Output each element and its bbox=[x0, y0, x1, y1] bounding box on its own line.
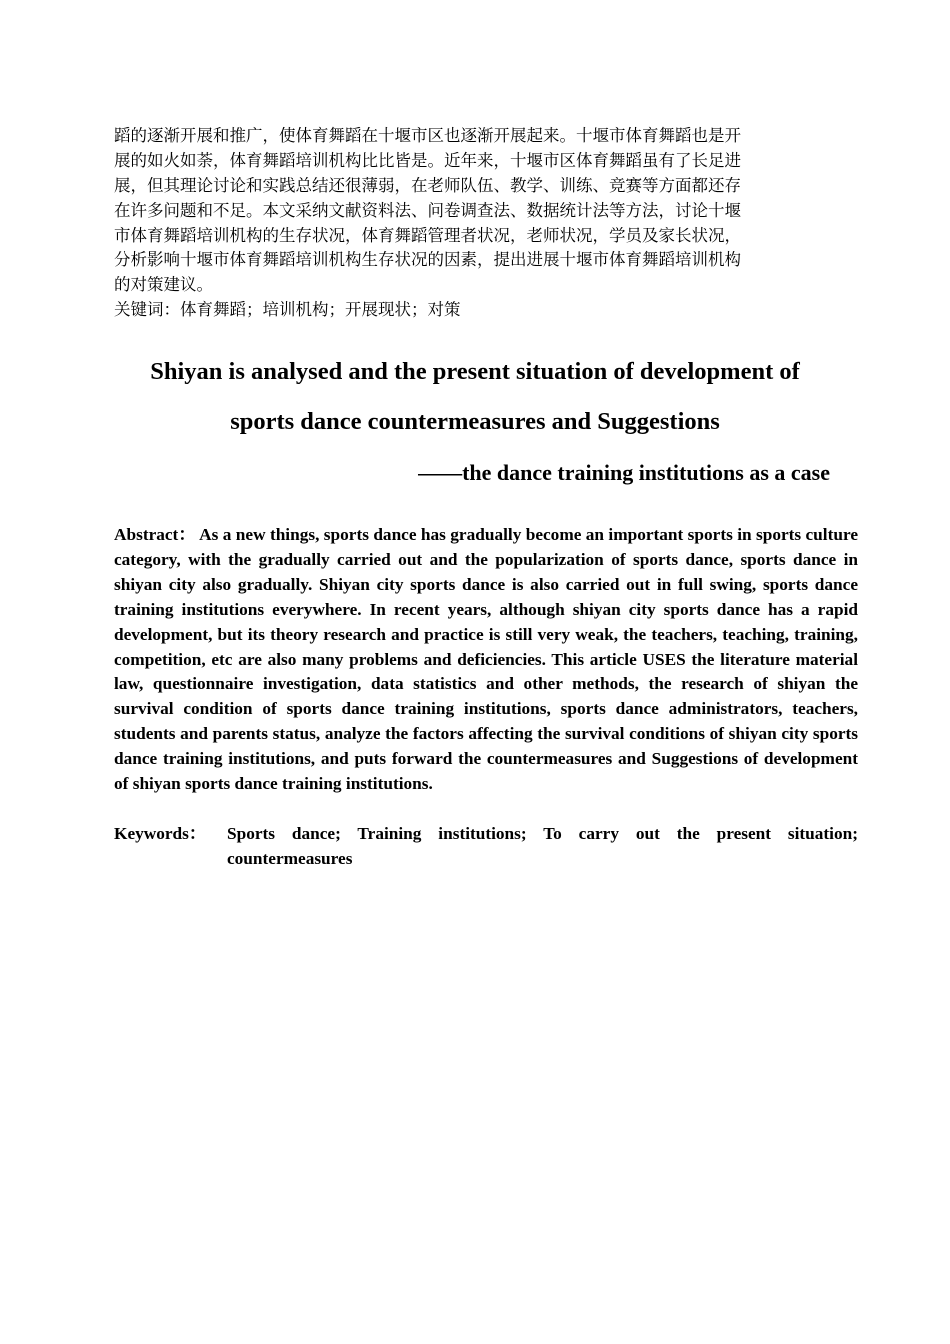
english-title-line-2: sports dance countermeasures and Suggestions bbox=[230, 408, 720, 435]
chinese-abstract-line: 展的如火如荼，体育舞蹈培训机构比比皆是。近年来，十堰市区体育舞蹈虽有了长足进 bbox=[114, 150, 741, 170]
english-abstract bbox=[114, 523, 858, 797]
keywords-label: Keywords： bbox=[114, 824, 207, 843]
chinese-abstract-line: 在许多问题和不足。本文采纳文献资料法、问卷调查法、数据统计法等方法，讨论十堰 bbox=[114, 200, 741, 220]
chinese-abstract-line: 分析影响十堰市体育舞蹈培训机构生存状况的因素，提出进展十堰市体育舞蹈培训机构 bbox=[114, 250, 741, 270]
chinese-abstract-line: 展，但其理论讨论和实践总结还很薄弱，在老师队伍、教学、训练、竞赛等方面都还存 bbox=[114, 175, 741, 195]
chinese-abstract-line: 的对策建议。 bbox=[114, 275, 213, 295]
chinese-keywords: 关键词：体育舞蹈；培训机构；开展现状；对策 bbox=[114, 300, 461, 320]
abstract-text: As a new things, sports dance has gradually become an important sports in sports culture category, with the gradually carried out and the popularization of sports dance, sports dance in shiyan city also gradually. Shiyan city sports dance is also carried out in full swing, sports dance training institutions everywhere. In recent years, although shiyan city sports dance has a rapid development, but its theory research and practice is still very weak, the teachers, teaching, training, competition, etc are also many problems and deficiencies. This article USES the literature material law, questionnaire investigation, data statistics and other methods, the research of shiyan the survival condition of sports dance training institutions, sports dance administrators, teachers, students and parents status, analyze the factors affecting the survival conditions of shiyan city sports dance training institutions, and puts forward the countermeasures and Suggestions of development of shiyan sports dance training institutions. bbox=[114, 525, 858, 794]
chinese-abstract-line: 市体育舞蹈培训机构的生存状况，体育舞蹈管理者状况，老师状况，学员及家长状况， bbox=[114, 225, 741, 245]
keywords-text: Sports dance; Training institutions; To carry out the present situation; countermeasures bbox=[227, 824, 858, 868]
english-subtitle: ——the dance training institutions as a case bbox=[418, 460, 830, 485]
chinese-abstract-line: 蹈的逐渐开展和推广，使体育舞蹈在十堰市区也逐渐开展起来。十堰市体育舞蹈也是开 bbox=[114, 126, 741, 145]
chinese-abstract bbox=[114, 124, 842, 323]
english-title-line-1: Shiyan is analysed and the present situation of development of bbox=[150, 358, 800, 385]
abstract-label: Abstract： bbox=[114, 525, 196, 544]
